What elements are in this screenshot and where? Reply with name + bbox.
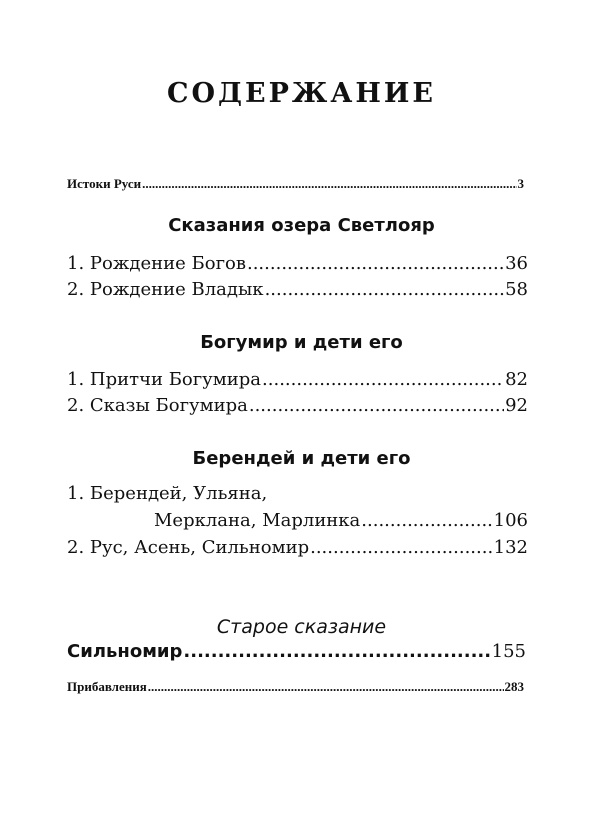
section-heading-svetloyar: Сказания озера Светлояр (168, 215, 435, 236)
toc-entry-page: 92 (505, 395, 528, 416)
toc-entry-page: 36 (505, 253, 528, 274)
toc-entry-label: 1. Рождение Богов (67, 253, 246, 274)
toc-entry-birth-of-gods (67, 253, 528, 274)
toc-entry-bogumir-tales (67, 395, 528, 416)
leader-dots (361, 510, 492, 531)
toc-entry-label: 1. Притчи Богумира (67, 369, 262, 390)
leader-dots (142, 176, 516, 192)
section-heading-bogumir: Богумир и дети его (200, 332, 403, 353)
toc-entry-berendey-line2 (154, 510, 528, 531)
leader-dots (249, 395, 504, 416)
toc-entry-label: Мерклана, Марлинка (154, 510, 361, 531)
section-heading-berendey: Берендей и дети его (192, 448, 411, 469)
toc-entry-label: Истоки Руси (67, 176, 142, 191)
toc-entry-silnomir (67, 641, 526, 662)
leader-dots (310, 537, 493, 558)
toc-entry-appendix (67, 679, 524, 695)
toc-entry-rus-asen (67, 537, 528, 558)
toc-entry-label: 2. Рус, Асень, Сильномир (67, 537, 310, 558)
toc-entry-page: 58 (505, 279, 528, 300)
toc-entry-intro (67, 176, 524, 192)
toc-entry-label: Сильномир (67, 641, 183, 662)
toc-entry-label: 2. Рождение Владык (67, 279, 264, 300)
leader-dots (148, 679, 504, 695)
toc-entry-page: 106 (493, 510, 528, 531)
section-subheading-old-tale: Старое сказание (216, 616, 387, 638)
toc-entry-label: 2. Сказы Богумира (67, 395, 248, 416)
toc-entry-page: 3 (517, 176, 524, 191)
toc-entry-birth-of-lords (67, 279, 528, 300)
leader-dots (183, 641, 490, 662)
leader-dots (247, 253, 504, 274)
toc-entry-page: 155 (491, 641, 526, 662)
toc-entry-page: 283 (504, 679, 524, 694)
toc-entry-bogumir-parables (67, 369, 528, 390)
leader-dots (262, 369, 504, 390)
toc-entry-berendey-line1: 1. Берендей, Ульяна, (67, 483, 268, 504)
toc-entry-page: 132 (493, 537, 528, 558)
page-title: СОДЕРЖАНИЕ (167, 78, 436, 109)
leader-dots (265, 279, 505, 300)
toc-entry-page: 82 (505, 369, 528, 390)
toc-entry-label: Прибавления (67, 679, 147, 694)
